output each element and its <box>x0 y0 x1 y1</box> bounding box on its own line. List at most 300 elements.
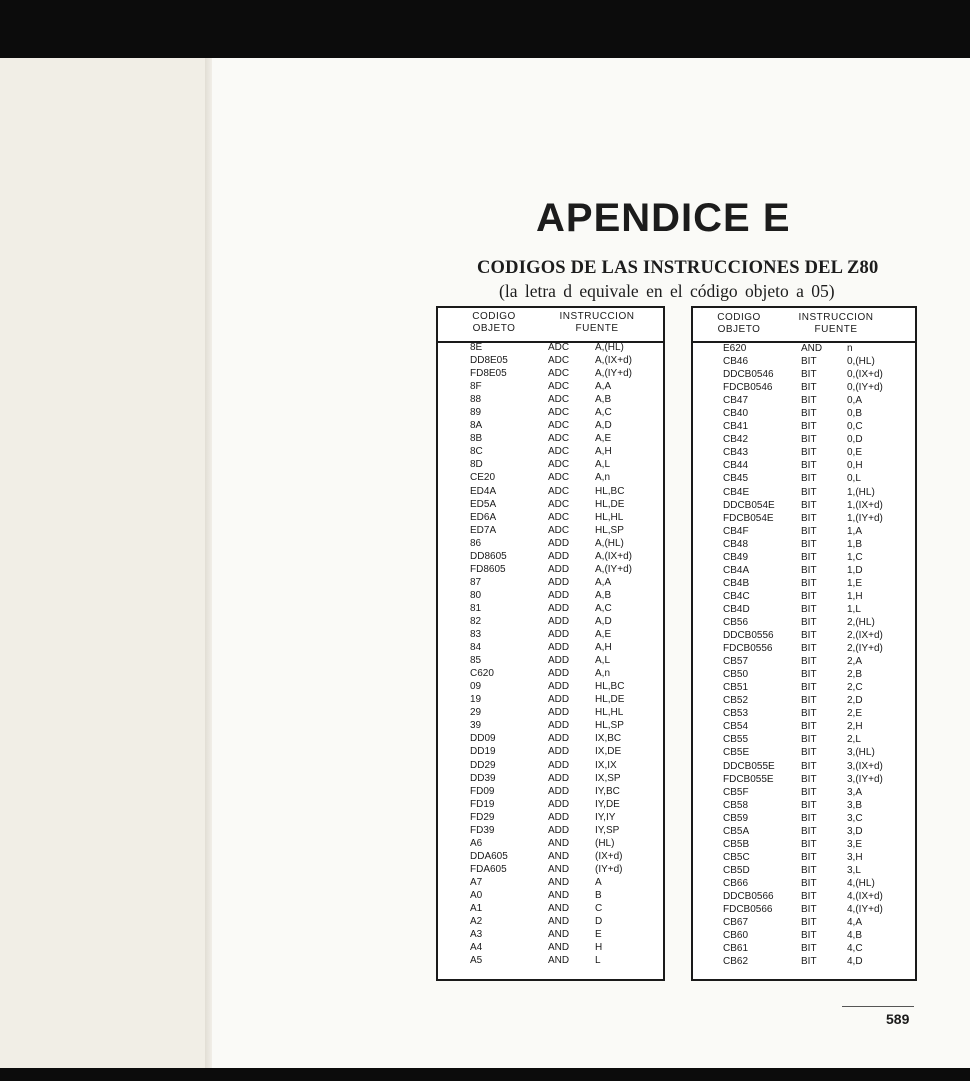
header-objeto: OBJETO <box>717 324 761 335</box>
object-code: A6 <box>470 837 483 849</box>
operands: A,A <box>595 576 612 588</box>
mnemonic: BIT <box>801 877 817 889</box>
table-row <box>438 498 663 511</box>
mnemonic: BIT <box>801 408 817 420</box>
object-code: DD8605 <box>470 550 507 562</box>
operands: 1,D <box>847 564 863 576</box>
operands: (IY+d) <box>595 863 623 875</box>
object-code: DDCB055E <box>723 760 775 772</box>
mnemonic: ADD <box>548 655 570 667</box>
object-code: 8C <box>470 446 483 458</box>
mnemonic: ADD <box>548 811 570 823</box>
operands: 2,L <box>847 734 861 746</box>
table-row <box>438 680 663 693</box>
operands: 4,(IY+d) <box>847 904 883 916</box>
mnemonic: BIT <box>801 499 817 511</box>
object-code: FD39 <box>470 824 495 836</box>
mnemonic: ADC <box>548 433 570 445</box>
operands: 1,L <box>847 603 861 615</box>
table-row <box>438 550 663 563</box>
operands: A,H <box>595 446 612 458</box>
table-row <box>438 641 663 654</box>
object-code: CB46 <box>723 356 749 368</box>
mnemonic: ADD <box>548 576 570 588</box>
opcode-table-right <box>691 306 917 981</box>
operands: A,(HL) <box>595 342 624 353</box>
mnemonic: AND <box>548 889 570 901</box>
operands: 0,C <box>847 421 863 433</box>
table-row <box>438 850 663 863</box>
operands: 2,(HL) <box>847 616 875 628</box>
object-code: ED4A <box>470 485 497 497</box>
object-code: FDCB055E <box>723 773 774 785</box>
object-code: DDCB0566 <box>723 890 774 902</box>
operands: 2,(IX+d) <box>847 630 883 642</box>
operands: H <box>595 942 603 954</box>
table-row <box>693 955 915 968</box>
operands: IY,BC <box>595 785 620 797</box>
operands: 4,B <box>847 930 863 942</box>
object-code: CB44 <box>723 460 749 472</box>
object-code: E620 <box>723 343 747 354</box>
operands: 0,B <box>847 408 863 420</box>
operands: n <box>847 343 853 354</box>
object-code: CB62 <box>723 956 749 968</box>
operands: HL,HL <box>595 707 624 719</box>
mnemonic: BIT <box>801 590 817 602</box>
table-row <box>693 512 915 525</box>
table-body <box>693 342 915 968</box>
table-row <box>693 942 915 955</box>
object-code: CB58 <box>723 799 749 811</box>
operands: 1,H <box>847 590 863 602</box>
mnemonic: BIT <box>801 395 817 407</box>
mnemonic: ADC <box>548 381 570 393</box>
mnemonic: AND <box>548 863 570 875</box>
operands: IX,IX <box>595 759 617 771</box>
object-code: CB5C <box>723 851 750 863</box>
operands: A,(HL) <box>595 537 624 549</box>
appendix-title: APENDICE E <box>536 196 791 240</box>
mnemonic: AND <box>548 929 570 941</box>
mnemonic: AND <box>801 343 823 354</box>
table-row <box>438 380 663 393</box>
mnemonic: ADD <box>548 746 570 758</box>
object-code: A5 <box>470 955 483 967</box>
operands: 3,(IY+d) <box>847 773 883 785</box>
table-row <box>693 838 915 851</box>
table-row <box>438 798 663 811</box>
operands: 2,E <box>847 708 863 720</box>
mnemonic: BIT <box>801 486 817 498</box>
header-fuente: FUENTE <box>575 323 619 334</box>
object-code: DD29 <box>470 759 496 771</box>
mnemonic: ADC <box>548 394 570 406</box>
mnemonic: BIT <box>801 825 817 837</box>
table-row <box>693 681 915 694</box>
table-row <box>693 355 915 368</box>
table-row <box>693 433 915 446</box>
object-code: 85 <box>470 655 482 667</box>
table-row <box>693 564 915 577</box>
mnemonic: BIT <box>801 838 817 850</box>
operands: 3,A <box>847 786 863 798</box>
object-code: CB55 <box>723 734 749 746</box>
operands: 3,D <box>847 825 863 837</box>
object-code: CB5B <box>723 838 750 850</box>
mnemonic: BIT <box>801 369 817 381</box>
header-codigo-objeto <box>702 312 776 336</box>
object-code: A2 <box>470 916 483 928</box>
table-header <box>438 308 663 343</box>
object-code: CB57 <box>723 656 749 668</box>
table-header <box>693 308 915 343</box>
operands: 1,(IX+d) <box>847 499 883 511</box>
bottom-border <box>0 1068 970 1081</box>
table-row <box>438 693 663 706</box>
object-code: 8E <box>470 342 483 353</box>
operands: A,B <box>595 394 612 406</box>
table-row <box>438 745 663 758</box>
mnemonic: BIT <box>801 473 817 485</box>
operands: 3,(IX+d) <box>847 760 883 772</box>
object-code: C620 <box>470 668 494 680</box>
object-code: 09 <box>470 681 482 693</box>
operands: C <box>595 903 603 915</box>
table-row <box>438 811 663 824</box>
mnemonic: ADC <box>548 368 570 380</box>
table-row <box>693 668 915 681</box>
mnemonic: BIT <box>801 890 817 902</box>
mnemonic: BIT <box>801 695 817 707</box>
operands: 0,H <box>847 460 863 472</box>
operands: 2,H <box>847 721 863 733</box>
operands: A,(IY+d) <box>595 368 632 380</box>
table-row <box>438 406 663 419</box>
operands: A,D <box>595 615 612 627</box>
object-code: CB5E <box>723 747 750 759</box>
mnemonic: ADC <box>548 446 570 458</box>
operands: 4,D <box>847 956 863 968</box>
mnemonic: ADD <box>548 772 570 784</box>
mnemonic: BIT <box>801 447 817 459</box>
object-code: 82 <box>470 615 482 627</box>
object-code: DD09 <box>470 733 496 745</box>
page-number: 589 <box>886 1011 910 1027</box>
table-row <box>693 368 915 381</box>
mnemonic: ADD <box>548 759 570 771</box>
operands: A,A <box>595 381 612 393</box>
operands: 0,E <box>847 447 863 459</box>
mnemonic: BIT <box>801 773 817 785</box>
object-code: CB41 <box>723 421 749 433</box>
operands: 1,B <box>847 538 863 550</box>
operands: 1,(IY+d) <box>847 512 883 524</box>
header-codigo-objeto <box>448 311 540 335</box>
table-row <box>438 419 663 432</box>
header-instruccion-fuente <box>781 312 891 336</box>
object-code: CE20 <box>470 472 496 484</box>
table-row <box>438 706 663 719</box>
object-code: CB5F <box>723 786 749 798</box>
operands: L <box>595 955 601 967</box>
mnemonic: ADD <box>548 602 570 614</box>
mnemonic: BIT <box>801 525 817 537</box>
object-code: FDCB0556 <box>723 643 773 655</box>
object-code: CB59 <box>723 812 749 824</box>
mnemonic: BIT <box>801 669 817 681</box>
mnemonic: BIT <box>801 382 817 394</box>
table-row <box>438 576 663 589</box>
operands: A,H <box>595 642 612 654</box>
object-code: 39 <box>470 720 482 732</box>
object-code: 8A <box>470 420 483 432</box>
object-code: CB48 <box>723 538 749 550</box>
table-row <box>693 916 915 929</box>
operands: IY,DE <box>595 798 620 810</box>
left-page <box>0 58 209 1068</box>
table-row <box>438 837 663 850</box>
object-code: 8F <box>470 381 482 393</box>
mnemonic: ADD <box>548 668 570 680</box>
table-row <box>438 432 663 445</box>
object-code: FD19 <box>470 798 495 810</box>
table-row <box>438 537 663 550</box>
object-code: FD29 <box>470 811 495 823</box>
header-codigo: CODIGO <box>717 312 761 323</box>
table-row <box>438 759 663 772</box>
object-code: FD8605 <box>470 563 506 575</box>
mnemonic: BIT <box>801 630 817 642</box>
table-row <box>438 563 663 576</box>
object-code: CB56 <box>723 616 749 628</box>
mnemonic: BIT <box>801 917 817 929</box>
mnemonic: ADD <box>548 589 570 601</box>
object-code: CB45 <box>723 473 749 485</box>
operands: IY,SP <box>595 824 620 836</box>
mnemonic: BIT <box>801 564 817 576</box>
operands: A,C <box>595 602 612 614</box>
mnemonic: BIT <box>801 721 817 733</box>
operands: 1,C <box>847 551 863 563</box>
table-row <box>438 824 663 837</box>
table-row <box>693 407 915 420</box>
table-row <box>438 471 663 484</box>
table-row <box>693 420 915 433</box>
table-row <box>693 446 915 459</box>
operands: 4,C <box>847 943 863 955</box>
operands: A,L <box>595 459 611 471</box>
mnemonic: BIT <box>801 434 817 446</box>
operands: 1,A <box>847 525 863 537</box>
table-row <box>693 642 915 655</box>
mnemonic: BIT <box>801 930 817 942</box>
operands: 4,(IX+d) <box>847 890 883 902</box>
mnemonic: BIT <box>801 734 817 746</box>
operands: 3,(HL) <box>847 747 875 759</box>
mnemonic: ADC <box>548 355 570 367</box>
operands: 2,A <box>847 656 863 668</box>
object-code: FD8E05 <box>470 368 507 380</box>
table-row <box>693 825 915 838</box>
mnemonic: BIT <box>801 551 817 563</box>
object-code: 19 <box>470 694 482 706</box>
mnemonic: ADD <box>548 824 570 836</box>
operands: A,n <box>595 472 611 484</box>
table-row <box>693 694 915 707</box>
operands: 0,(IY+d) <box>847 382 883 394</box>
mnemonic: ADD <box>548 615 570 627</box>
object-code: 86 <box>470 537 482 549</box>
table-row <box>438 863 663 876</box>
mnemonic: AND <box>548 916 570 928</box>
mnemonic: ADC <box>548 407 570 419</box>
table-row <box>693 381 915 394</box>
mnemonic: BIT <box>801 747 817 759</box>
object-code: 87 <box>470 576 482 588</box>
operands: 4,(HL) <box>847 877 875 889</box>
table-row <box>438 367 663 380</box>
table-row <box>693 486 915 499</box>
mnemonic: ADD <box>548 694 570 706</box>
object-code: CB61 <box>723 943 749 955</box>
mnemonic: ADC <box>548 511 570 523</box>
mnemonic: ADC <box>548 524 570 536</box>
table-row <box>438 785 663 798</box>
mnemonic: ADD <box>548 798 570 810</box>
object-code: CB4D <box>723 603 750 615</box>
table-row <box>438 719 663 732</box>
object-code: DDA605 <box>470 850 508 862</box>
table-row <box>693 472 915 485</box>
operands: IX,DE <box>595 746 622 758</box>
mnemonic: AND <box>548 903 570 915</box>
table-row <box>438 511 663 524</box>
operands: 1,E <box>847 577 863 589</box>
mnemonic: BIT <box>801 512 817 524</box>
mnemonic: ADC <box>548 420 570 432</box>
table-row <box>438 928 663 941</box>
mnemonic: ADD <box>548 785 570 797</box>
mnemonic: ADC <box>548 472 570 484</box>
operands: 0,L <box>847 473 861 485</box>
table-row <box>438 902 663 915</box>
operands: HL,BC <box>595 681 625 693</box>
table-row <box>693 929 915 942</box>
object-code: 83 <box>470 629 482 641</box>
operands: 2,B <box>847 669 863 681</box>
table-row <box>438 915 663 928</box>
table-row <box>438 876 663 889</box>
mnemonic: BIT <box>801 460 817 472</box>
operands: A,E <box>595 433 612 445</box>
header-instruccion: INSTRUCCION <box>559 311 635 322</box>
table-row <box>438 393 663 406</box>
object-code: 84 <box>470 642 482 654</box>
operands: HL,DE <box>595 498 625 510</box>
operands: HL,BC <box>595 485 625 497</box>
table-row <box>438 667 663 680</box>
header-fuente: FUENTE <box>814 324 858 335</box>
operands: A,C <box>595 407 612 419</box>
table-row <box>438 941 663 954</box>
operands: 0,D <box>847 434 863 446</box>
header-instruccion: INSTRUCCION <box>798 312 874 323</box>
operands: 3,L <box>847 864 861 876</box>
object-code: CB5A <box>723 825 750 837</box>
operands: (HL) <box>595 837 615 849</box>
object-code: CB42 <box>723 434 749 446</box>
table-row <box>693 590 915 603</box>
operands: A,(IY+d) <box>595 563 632 575</box>
operands: A <box>595 876 602 888</box>
object-code: DDCB0546 <box>723 369 774 381</box>
table-row <box>438 889 663 902</box>
table-row <box>693 864 915 877</box>
mnemonic: BIT <box>801 643 817 655</box>
object-code: CB40 <box>723 408 749 420</box>
object-code: CB4C <box>723 590 750 602</box>
appendix-note: (la letra d equivale en el código objeto a 05) <box>499 281 835 301</box>
table-row <box>438 589 663 602</box>
mnemonic: BIT <box>801 682 817 694</box>
object-code: DD8E05 <box>470 355 508 367</box>
mnemonic: BIT <box>801 864 817 876</box>
table-row <box>438 602 663 615</box>
header-objeto: OBJETO <box>472 323 516 334</box>
object-code: CB49 <box>723 551 749 563</box>
mnemonic: ADD <box>548 563 570 575</box>
object-code: CB4F <box>723 525 749 537</box>
mnemonic: BIT <box>801 538 817 550</box>
mnemonic: BIT <box>801 656 817 668</box>
object-code: CB54 <box>723 721 749 733</box>
table-row <box>693 720 915 733</box>
table-body <box>438 341 663 967</box>
object-code: A3 <box>470 929 483 941</box>
table-row <box>438 524 663 537</box>
object-code: 80 <box>470 589 482 601</box>
operands: A,L <box>595 655 611 667</box>
operands: (IX+d) <box>595 850 623 862</box>
mnemonic: BIT <box>801 786 817 798</box>
mnemonic: BIT <box>801 577 817 589</box>
operands: IX,BC <box>595 733 622 745</box>
table-row <box>438 772 663 785</box>
table-row <box>438 458 663 471</box>
operands: HL,SP <box>595 720 624 732</box>
page-number-rule <box>842 1006 914 1007</box>
table-row <box>693 812 915 825</box>
header-codigo: CODIGO <box>472 311 516 322</box>
object-code: FDA605 <box>470 863 507 875</box>
mnemonic: BIT <box>801 943 817 955</box>
mnemonic: BIT <box>801 904 817 916</box>
operands: 2,C <box>847 682 863 694</box>
mnemonic: BIT <box>801 760 817 772</box>
table-row <box>693 616 915 629</box>
object-code: CB4E <box>723 486 750 498</box>
object-code: 81 <box>470 602 482 614</box>
object-code: CB60 <box>723 930 749 942</box>
mnemonic: AND <box>548 876 570 888</box>
operands: 2,(IY+d) <box>847 643 883 655</box>
mnemonic: BIT <box>801 851 817 863</box>
object-code: FD09 <box>470 785 495 797</box>
object-code: DD19 <box>470 746 496 758</box>
mnemonic: ADD <box>548 642 570 654</box>
object-code: CB43 <box>723 447 749 459</box>
